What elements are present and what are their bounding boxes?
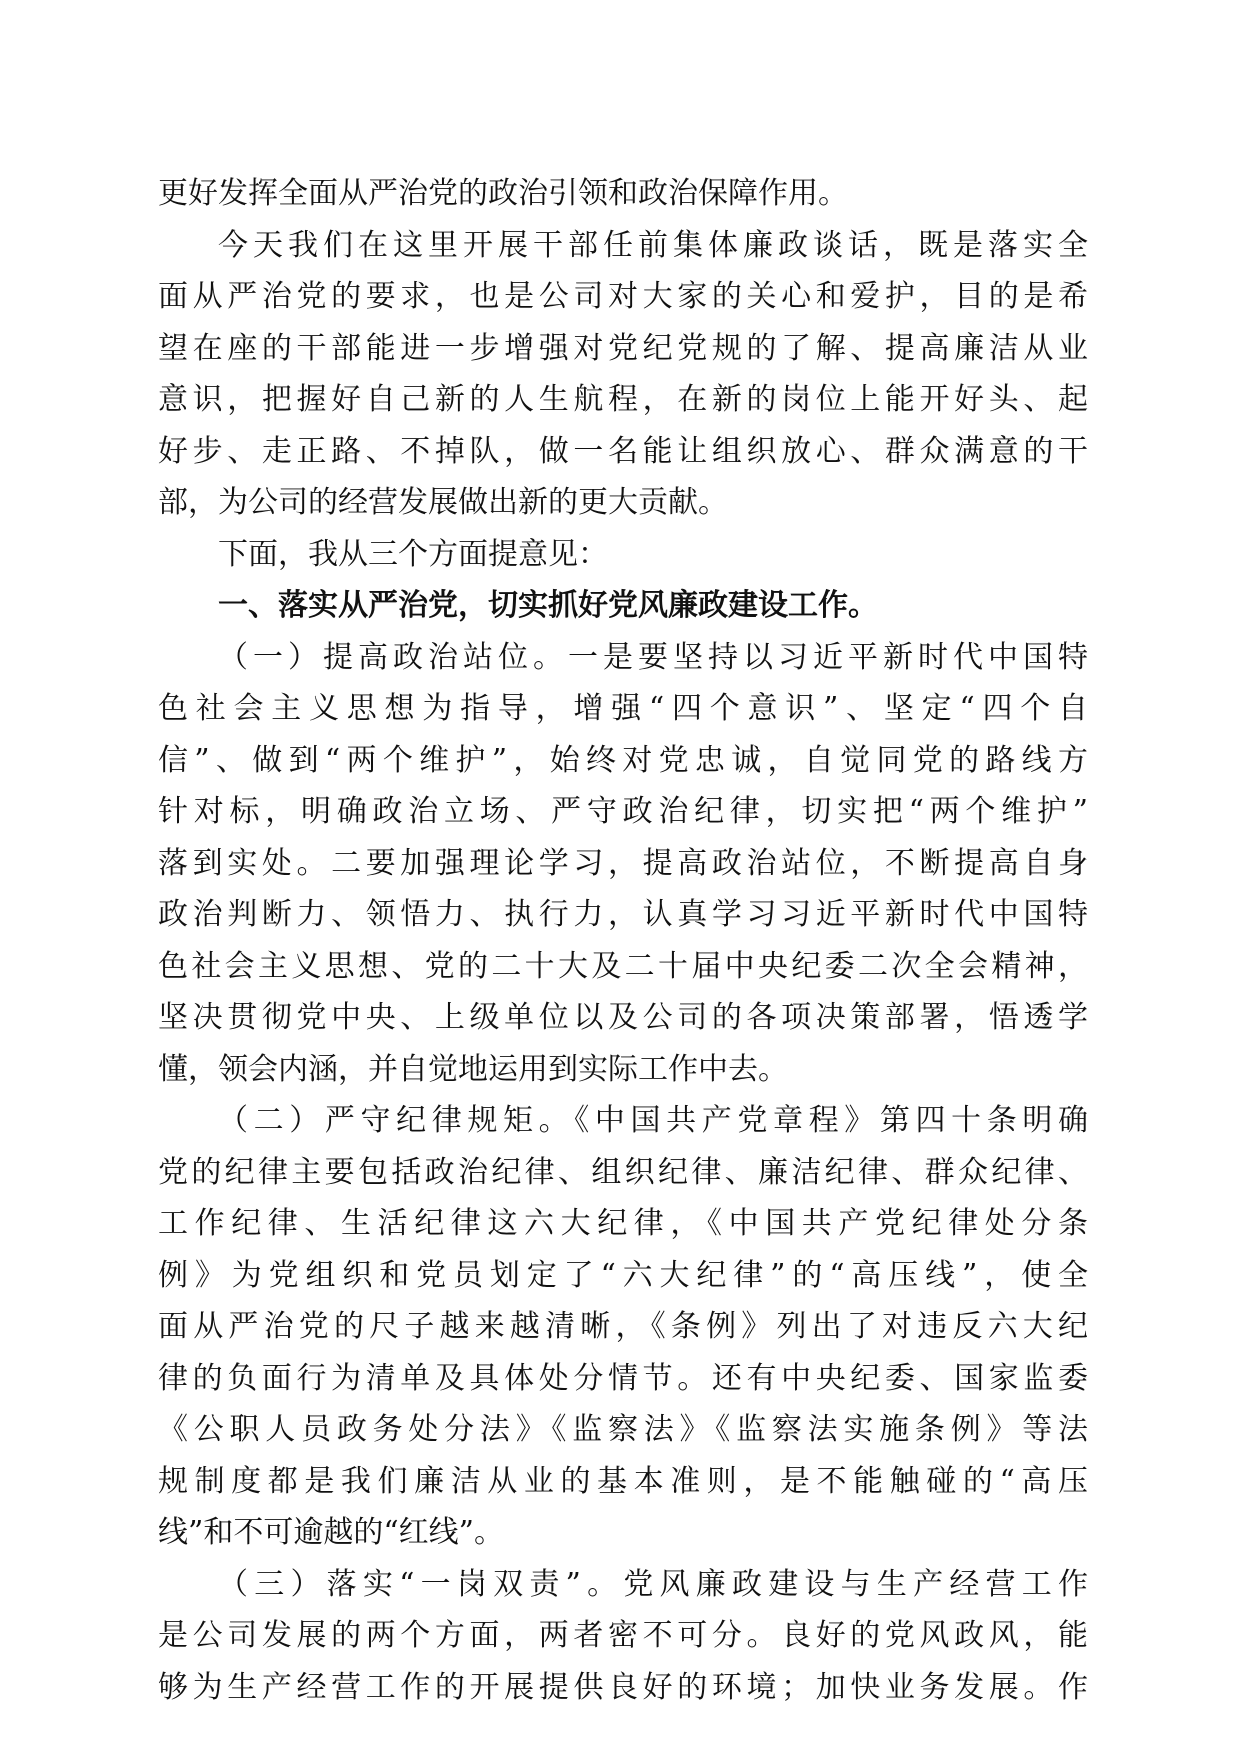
text-line: 党的纪律主要包括政治纪律、组织纪律、廉洁纪律、群众纪律、 (158, 1154, 1088, 1190)
text-line: 工作纪律、生活纪律这六大纪律，《中国共产党纪律处分条 (158, 1206, 1088, 1241)
text-line: 针对标，明确政治立场、严守政治纪律，切实把“两个维护” (158, 794, 1088, 829)
text-line: 懂，领会内涵，并自觉地运用到实际工作中去。 (158, 1051, 788, 1087)
text-line: 落到实处。二要加强理论学习，提高政治站位，不断提高自身 (158, 845, 1088, 881)
text-line: 规制度都是我们廉洁从业的基本准则，是不能触碰的“高压 (158, 1463, 1088, 1499)
text-line: 部，为公司的经营发展做出新的更大贡献。 (158, 485, 728, 520)
text-line: 信”、做到“两个维护”，始终对党忠诚，自觉同党的路线方 (158, 742, 1088, 778)
text-line: 是公司发展的两个方面，两者密不可分。良好的党风政风，能 (158, 1618, 1088, 1653)
document-body (158, 168, 1088, 1713)
text-line: 面从严治党的尺子越来越清晰，《条例》列出了对违反六大纪 (158, 1309, 1088, 1344)
text-line: 面从严治党的要求，也是公司对大家的关心和爱护，目的是希 (158, 279, 1088, 314)
text-line: 坚决贯彻党中央、上级单位以及公司的各项决策部署，悟透学 (158, 1000, 1088, 1035)
text-line: 够为生产经营工作的开展提供良好的环境；加快业务发展。作 (158, 1669, 1088, 1705)
text-line: 望在座的干部能进一步增强对党纪党规的了解、提高廉洁从业 (158, 330, 1088, 366)
text-line: 律的负面行为清单及具体处分情节。还有中央纪委、国家监委 (158, 1360, 1088, 1396)
text-line: 线”和不可逾越的“红线”。 (158, 1515, 505, 1550)
text-line: 例》为党组织和党员划定了“六大纪律”的“高压线”，使全 (158, 1257, 1088, 1293)
text-line: 下面，我从三个方面提意见： (218, 536, 608, 572)
text-line: 色社会主义思想为指导，增强“四个意识”、坚定“四个自 (158, 691, 1088, 726)
text-line: （三）落实“一岗双责”。党风廉政建设与生产经营工作 (218, 1566, 1088, 1602)
text-line: 更好发挥全面从严治党的政治引领和政治保障作用。 (158, 176, 848, 211)
text-line: 意识，把握好自己新的人生航程，在新的岗位上能开好头、起 (158, 382, 1088, 417)
text-line: 《公职人员政务处分法》《监察法》《监察法实施条例》等法 (158, 1412, 1088, 1447)
text-line: 好步、走正路、不掉队，做一名能让组织放心、群众满意的干 (158, 433, 1088, 469)
text-line: （一）提高政治站位。一是要坚持以习近平新时代中国特 (218, 639, 1088, 675)
text-line: 色社会主义思想、党的二十大及二十届中央纪委二次全会精神， (158, 948, 1088, 984)
text-line: （二）严守纪律规矩。《中国共产党章程》第四十条明确 (218, 1103, 1088, 1138)
text-line: 政治判断力、领悟力、执行力，认真学习习近平新时代中国特 (158, 897, 1088, 932)
section-heading: 一、落实从严治党，切实抓好党风廉政建设工作。 (218, 588, 878, 623)
text-line: 今天我们在这里开展干部任前集体廉政谈话，既是落实全 (218, 227, 1088, 263)
